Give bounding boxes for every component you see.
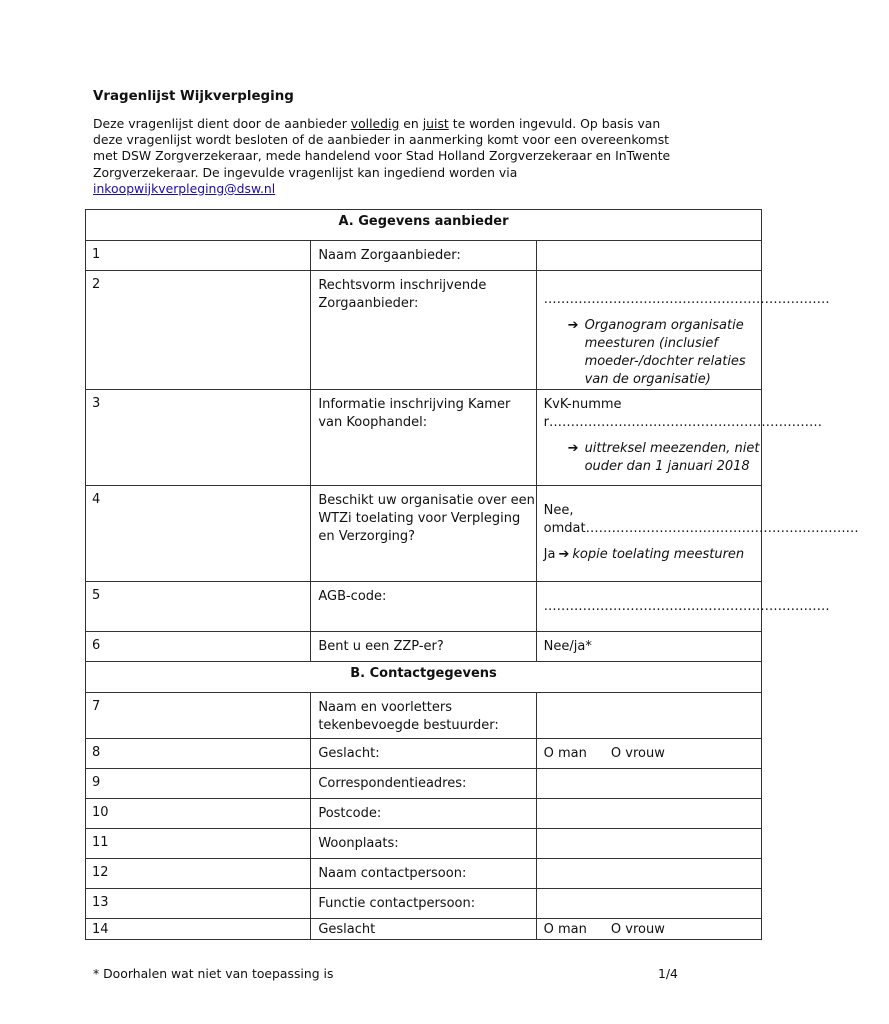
- note: [568, 317, 761, 389]
- row-label: Naam en voorletters tekenbevoegde bestuurder:: [311, 693, 536, 739]
- row-number: 14: [86, 919, 311, 940]
- geslacht-field: [536, 739, 761, 769]
- intro-juist: juist: [422, 116, 449, 131]
- row-number: 2: [86, 271, 311, 390]
- geslacht-contact-field: [536, 919, 761, 940]
- kvk-field[interactable]: [536, 390, 823, 486]
- row-number: 1: [86, 241, 311, 271]
- table-row: [86, 241, 762, 271]
- ja-note: kopie toelating meesturen: [572, 547, 745, 562]
- row-label: Beschikt uw organisatie over een WTZi toelating voor Verpleging en Verzorging?: [311, 486, 536, 582]
- row-label: Geslacht: [311, 919, 536, 940]
- row-label: Postcode:: [311, 799, 536, 829]
- zzp-field[interactable]: Nee/ja*: [536, 632, 761, 662]
- intro-text-1: Deze vragenlijst dient door de aanbieder: [93, 116, 351, 131]
- table-row: [86, 390, 762, 486]
- section-b-title: B. Contactgegevens: [86, 662, 762, 693]
- row-number: 7: [86, 693, 311, 739]
- table-row: [86, 829, 762, 859]
- section-header-row: [86, 662, 762, 693]
- table-row: [86, 859, 762, 889]
- page-number: 1/4: [658, 966, 678, 981]
- row-label: Naam Zorgaanbieder:: [311, 241, 536, 271]
- fill-in-dots: …………………………………………………………: [543, 599, 830, 614]
- row-label: Woonplaats:: [311, 829, 536, 859]
- row-label: Functie contactpersoon:: [311, 889, 536, 919]
- row-number: 6: [86, 632, 311, 662]
- questionnaire-table: [85, 209, 859, 940]
- section-header-row: [86, 210, 762, 241]
- right-arrow-icon: ➔: [567, 441, 579, 456]
- row-number: 11: [86, 829, 311, 859]
- row-label: Informatie inschrijving Kamer van Koophandel:: [311, 390, 536, 486]
- row-label: Bent u een ZZP-er?: [311, 632, 536, 662]
- row-number: 4: [86, 486, 311, 582]
- intro-en: en: [399, 116, 423, 131]
- intro-paragraph: [93, 116, 673, 197]
- agb-code-field[interactable]: [536, 582, 830, 632]
- section-a-title: A. Gegevens aanbieder: [86, 210, 762, 241]
- row-number: 12: [86, 859, 311, 889]
- row-label: Naam contactpersoon:: [311, 859, 536, 889]
- row-label: Correspondentieadres:: [311, 769, 536, 799]
- row-label: Rechtsvorm inschrijvende Zorgaanbieder:: [311, 271, 536, 390]
- table-row: [86, 769, 762, 799]
- rechtsvorm-field[interactable]: [536, 271, 830, 390]
- table-row: [86, 582, 762, 632]
- footer-note: * Doorhalen wat niet van toepassing is: [93, 966, 334, 981]
- table-row: [86, 632, 762, 662]
- table-row: [86, 799, 762, 829]
- row-label: Geslacht:: [311, 739, 536, 769]
- wtzi-field[interactable]: [536, 486, 859, 582]
- row-number: 5: [86, 582, 311, 632]
- bestuurder-field[interactable]: [536, 693, 761, 739]
- correspondentieadres-field[interactable]: [536, 769, 761, 799]
- row-number: 9: [86, 769, 311, 799]
- row-number: 10: [86, 799, 311, 829]
- woonplaats-field[interactable]: [536, 829, 761, 859]
- naam-zorgaanbieder-field[interactable]: [536, 241, 761, 271]
- table-row: [86, 889, 762, 919]
- table-row: [86, 271, 762, 390]
- note-text: Organogram organisatie meesturen (inclusief moeder-/dochter relaties van de organisatie): [584, 318, 746, 387]
- contactpersoon-field[interactable]: [536, 859, 761, 889]
- postcode-field[interactable]: [536, 799, 761, 829]
- right-arrow-icon: ➔: [567, 318, 579, 333]
- fill-in-dots: KvK-nummer………………………………………………………: [543, 397, 823, 430]
- table-row: [86, 919, 762, 940]
- email-link[interactable]: inkoopwijkverpleging@dsw.nl: [93, 180, 276, 196]
- intro-volledig: volledig: [350, 116, 400, 131]
- table-row: [86, 486, 762, 582]
- intro-text-2: te worden ingevuld. Op basis van deze vragenlijst wordt besloten of de aanbieder in aanmerking komt voor een overeenkomst met DSW Zorgverzekeraar, mede handelend voor Stad Holland Zorgverzekeraar en InTwente Zorgverzekeraar. De ingevulde vragenlijst kan ingediend worden via: [93, 116, 671, 180]
- ja-label: Ja: [543, 547, 556, 562]
- option-man[interactable]: O man: [543, 922, 587, 937]
- functie-contactpersoon-field[interactable]: [536, 889, 761, 919]
- ja-line: [544, 546, 761, 564]
- row-number: 8: [86, 739, 311, 769]
- option-man[interactable]: O man: [543, 746, 587, 761]
- fill-in-dots: Nee, omdat………………………………………………………: [543, 503, 859, 536]
- row-number: 13: [86, 889, 311, 919]
- document-title: Vragenlijst Wijkverpleging: [93, 89, 294, 104]
- row-number: 3: [86, 390, 311, 486]
- table-row: [86, 693, 762, 739]
- row-label: AGB-code:: [311, 582, 536, 632]
- option-vrouw[interactable]: O vrouw: [610, 922, 665, 937]
- table-row: [86, 739, 762, 769]
- option-vrouw[interactable]: O vrouw: [610, 746, 665, 761]
- fill-in-dots: …………………………………………………………: [543, 292, 830, 307]
- right-arrow-icon: ➔: [558, 547, 570, 562]
- note-text: uittreksel meezenden, niet ouder dan 1 januari 2018: [584, 441, 760, 474]
- note: [568, 440, 761, 476]
